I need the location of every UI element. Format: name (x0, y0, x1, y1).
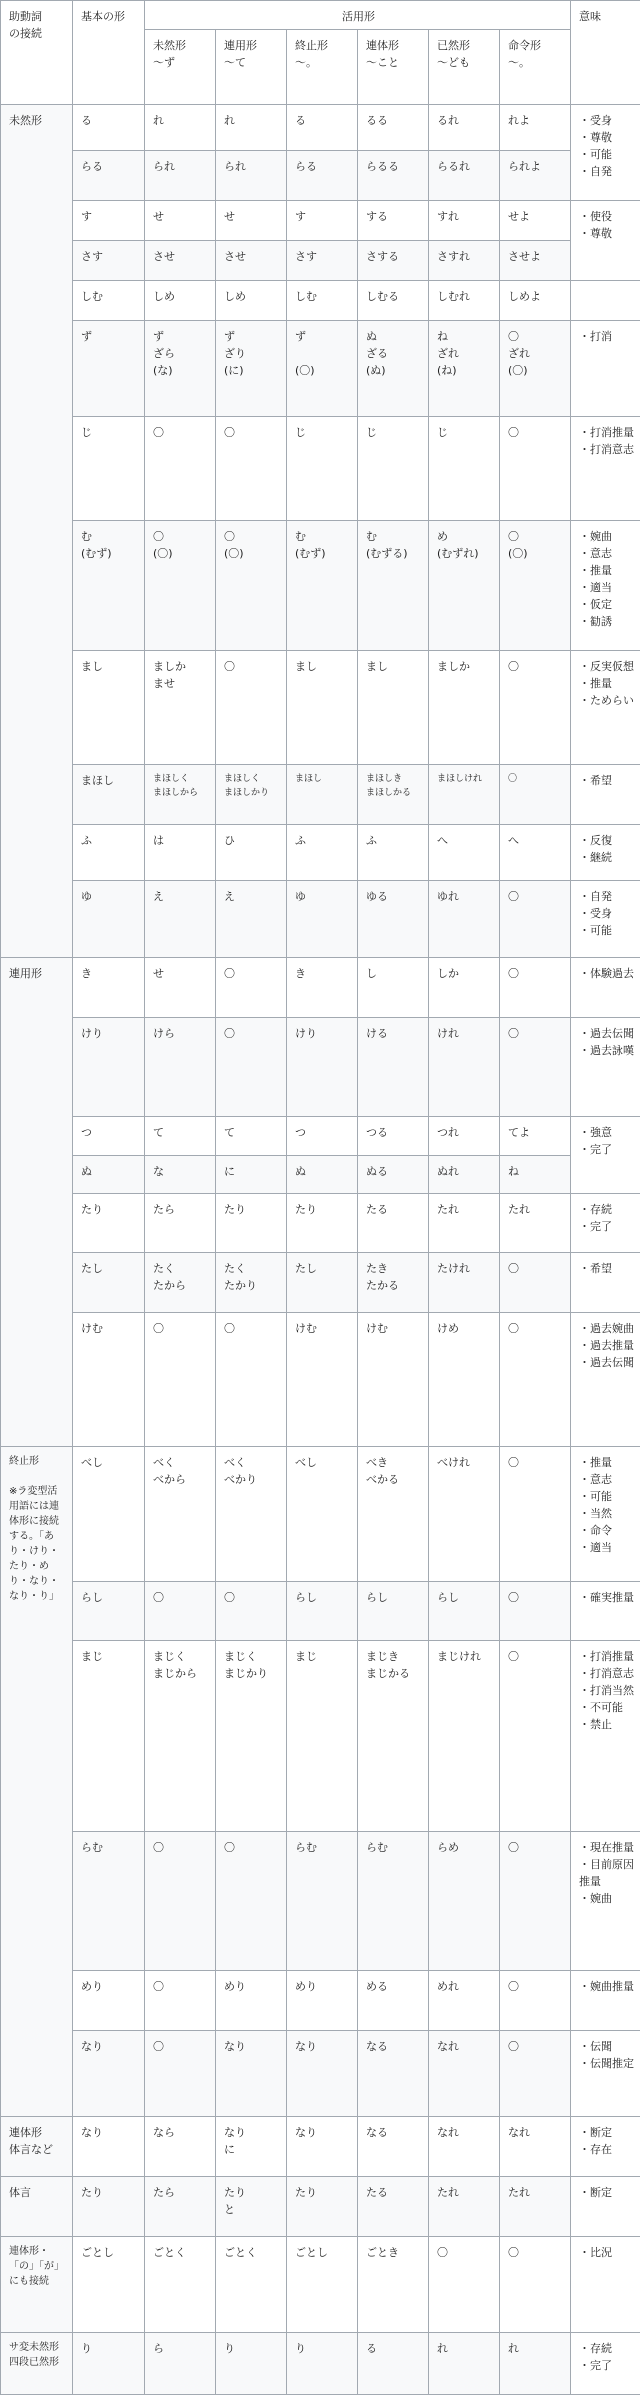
form-cell: ましか ませ (145, 651, 216, 765)
connection-cell: 体言 (1, 2177, 73, 2237)
form-cell: 〇 (500, 1313, 571, 1447)
form-cell: たら (145, 2177, 216, 2237)
form-cell: たり と (216, 2177, 287, 2237)
connection-cell: 連用形 (1, 958, 73, 1447)
auxiliary-verb-cell: しむ (73, 281, 145, 321)
meaning-cell: ・推量 ・意志 ・可能 ・当然 ・命令 ・適当 (571, 1447, 640, 1582)
table-row (1, 825, 640, 881)
form-cell: ぬれ (429, 1156, 500, 1194)
form-cell: て (216, 1117, 287, 1156)
form-cell: けり (287, 1018, 358, 1117)
form-cell: 〇 (145, 1971, 216, 2031)
form-cell: めり (287, 1971, 358, 2031)
form-cell: まし (358, 651, 429, 765)
form-cell: たる (358, 1194, 429, 1253)
table-row (1, 2237, 640, 2333)
form-cell: らし (287, 1582, 358, 1641)
form-cell: 〇 (〇) (500, 521, 571, 651)
form-cell: まじく まじかり (216, 1641, 287, 1832)
form-cell: まじけれ (429, 1641, 500, 1832)
form-cell: れ (429, 2333, 500, 2395)
form-cell: けむ (287, 1313, 358, 1447)
form-cell: べく べかり (216, 1447, 287, 1582)
form-cell: じ (287, 417, 358, 521)
form-cell: ら (145, 2333, 216, 2395)
form-cell: し (358, 958, 429, 1018)
form-cell: つれ (429, 1117, 500, 1156)
form-cell: たく たから (145, 1253, 216, 1313)
meaning-cell: ・受身 ・尊敬 ・可能 ・自発 (571, 105, 640, 201)
form-cell: ゆる (358, 881, 429, 958)
table-row (1, 241, 640, 281)
meaning-cell: ・確実推量 (571, 1582, 640, 1641)
table-row (1, 2117, 640, 2177)
header-conjugation: 活用形 (145, 1, 571, 30)
form-cell: れ (145, 105, 216, 151)
form-cell: たれ (429, 1194, 500, 1253)
form-cell: なり (287, 2117, 358, 2177)
form-cell: え (216, 881, 287, 958)
form-cell: ね (500, 1156, 571, 1194)
form-cell: べき べかる (358, 1447, 429, 1582)
form-cell: て (145, 1117, 216, 1156)
form-cell: 〇 (429, 2237, 500, 2333)
header-form-shushi: 終止形 〜。 (287, 30, 358, 105)
form-cell: 〇 (500, 651, 571, 765)
meaning-cell: ・過去婉曲 ・過去推量 ・過去伝聞 (571, 1313, 640, 1447)
auxiliary-verb-cell: る (73, 105, 145, 151)
form-cell: は (145, 825, 216, 881)
form-cell: すれ (429, 201, 500, 241)
form-cell: なれ (429, 2031, 500, 2117)
form-cell: 〇 (500, 1447, 571, 1582)
form-cell: なり (287, 2031, 358, 2117)
auxiliary-verb-cell: まし (73, 651, 145, 765)
form-cell: しめよ (500, 281, 571, 321)
table-row (1, 765, 640, 825)
auxiliary-verb-cell: けむ (73, 1313, 145, 1447)
form-cell: めり (216, 1971, 287, 2031)
form-cell: 〇 (500, 1253, 571, 1313)
form-cell: さす (287, 241, 358, 281)
auxiliary-verb-cell: む (むず) (73, 521, 145, 651)
form-cell: られ (216, 151, 287, 201)
table-row (1, 151, 640, 201)
auxiliary-verb-cell: なり (73, 2117, 145, 2177)
form-cell: るれ (429, 105, 500, 151)
table-row (1, 417, 640, 521)
auxiliary-verb-cell: まじ (73, 1641, 145, 1832)
form-cell: 〇 (216, 1313, 287, 1447)
meaning-cell: ・過去伝聞 ・過去詠嘆 (571, 1018, 640, 1117)
form-cell: 〇 (145, 1582, 216, 1641)
auxiliary-verb-cell: す (73, 201, 145, 241)
form-cell: 〇 (500, 1582, 571, 1641)
form-cell: まじく まじから (145, 1641, 216, 1832)
form-cell: せ (145, 201, 216, 241)
form-cell: せよ (500, 201, 571, 241)
header-form-renyou: 連用形 〜て (216, 30, 287, 105)
connection-cell: 未然形 (1, 105, 73, 958)
form-cell: ふ (287, 825, 358, 881)
form-cell: せ (145, 958, 216, 1018)
meaning-cell: ・現在推量 ・目前原因推量 ・婉曲 (571, 1832, 640, 1971)
form-cell: れよ (500, 105, 571, 151)
form-cell: たり (216, 1194, 287, 1253)
form-cell: 〇 (145, 1832, 216, 1971)
form-cell: らむ (358, 1832, 429, 1971)
form-cell: べく べから (145, 1447, 216, 1582)
form-cell: き (287, 958, 358, 1018)
form-cell: さする (358, 241, 429, 281)
table-row (1, 1253, 640, 1313)
form-cell: しめ (145, 281, 216, 321)
form-cell: ず (〇) (287, 321, 358, 417)
form-cell: ず ざり (に) (216, 321, 287, 417)
table-row (1, 1018, 640, 1117)
table-row (1, 651, 640, 765)
auxiliary-verb-cell: ゆ (73, 881, 145, 958)
form-cell: らるる (358, 151, 429, 201)
form-cell: 〇 (500, 1832, 571, 1971)
form-cell: 〇 (216, 958, 287, 1018)
auxiliary-verb-cell: なり (73, 2031, 145, 2117)
form-cell: まほし (287, 765, 358, 825)
meaning-cell: ・反復 ・継続 (571, 825, 640, 881)
form-cell: しむれ (429, 281, 500, 321)
table-row (1, 2333, 640, 2395)
form-cell: 〇 (145, 1313, 216, 1447)
form-cell: しか (429, 958, 500, 1018)
form-cell: らむ (287, 1832, 358, 1971)
form-cell: 〇 (216, 1832, 287, 1971)
form-cell: ける (358, 1018, 429, 1117)
form-cell: 〇 (216, 1582, 287, 1641)
auxiliary-verb-cell: つ (73, 1117, 145, 1156)
form-cell: てよ (500, 1117, 571, 1156)
auxiliary-verb-cell: らる (73, 151, 145, 201)
form-cell: まほしく まほしかり (216, 765, 287, 825)
form-cell: けら (145, 1018, 216, 1117)
form-cell: らし (358, 1582, 429, 1641)
form-cell: む (むずる) (358, 521, 429, 651)
meaning-cell: ・伝聞 ・伝聞推定 (571, 2031, 640, 2117)
form-cell: なれ (500, 2117, 571, 2177)
form-cell: けむ (358, 1313, 429, 1447)
form-cell: るる (358, 105, 429, 151)
form-cell: たれ (429, 2177, 500, 2237)
form-cell: ぬ ざる (ぬ) (358, 321, 429, 417)
form-cell: 〇 (500, 765, 571, 825)
meaning-cell: ・体験過去 (571, 958, 640, 1018)
form-cell: 〇 (145, 2031, 216, 2117)
table-row (1, 105, 640, 151)
meaning-cell: ・使役 ・尊敬 (571, 201, 640, 281)
form-cell: まほしけれ (429, 765, 500, 825)
header-meaning: 意味 (571, 1, 640, 105)
form-cell: られ (145, 151, 216, 201)
form-cell: たり (287, 1194, 358, 1253)
form-cell: らめ (429, 1832, 500, 1971)
meaning-cell: ・婉曲 ・意志 ・推量 ・適当 ・仮定 ・勧誘 (571, 521, 640, 651)
meaning-cell: ・自発 ・受身 ・可能 (571, 881, 640, 958)
auxiliary-verb-cell: たり (73, 2177, 145, 2237)
meaning-cell: ・反実仮想 ・推量 ・ためらい (571, 651, 640, 765)
form-cell: 〇 (〇) (216, 521, 287, 651)
table-row (1, 201, 640, 241)
form-cell: べし (287, 1447, 358, 1582)
form-cell: たら (145, 1194, 216, 1253)
form-cell: 〇 (〇) (145, 521, 216, 651)
form-cell: ふ (358, 825, 429, 881)
form-cell: なる (358, 2031, 429, 2117)
form-cell: 〇 (500, 881, 571, 958)
meaning-cell: ・打消推量 ・打消意志 ・打消当然 ・不可能 ・禁止 (571, 1641, 640, 1832)
meaning-cell: ・打消 (571, 321, 640, 417)
form-cell: らし (429, 1582, 500, 1641)
form-cell: 〇 (216, 651, 287, 765)
table-row (1, 1641, 640, 1832)
table-row (1, 1447, 640, 1582)
table-row (1, 1313, 640, 1447)
header-form-izen: 已然形 〜ども (429, 30, 500, 105)
form-cell: ゆ (287, 881, 358, 958)
form-cell: じ (429, 417, 500, 521)
header-form-meirei: 命令形 〜。 (500, 30, 571, 105)
connection-cell: 終止形 ※ラ変型活用語には連体形に接続する。「あり・けり・たり・めり・なり・なり・り」 (1, 1447, 73, 2117)
form-cell: ぬ (287, 1156, 358, 1194)
form-cell: え (145, 881, 216, 958)
table-row (1, 1156, 640, 1194)
form-cell: けれ (429, 1018, 500, 1117)
header-form-mizen: 未然形 〜ず (145, 30, 216, 105)
form-cell: まじき まじかる (358, 1641, 429, 1832)
form-cell: り (287, 2333, 358, 2395)
form-cell: ゆれ (429, 881, 500, 958)
form-cell: ず ざら (な) (145, 321, 216, 417)
form-cell: まほしく まほしから (145, 765, 216, 825)
connection-cell: 連体形 体言など (1, 2117, 73, 2177)
form-cell: 〇 (216, 417, 287, 521)
auxiliary-verb-cell: けり (73, 1018, 145, 1117)
auxiliary-verb-cell: り (73, 2333, 145, 2395)
auxiliary-verb-cell: ごとし (73, 2237, 145, 2333)
form-cell: しむ (287, 281, 358, 321)
meaning-cell: ・希望 (571, 1253, 640, 1313)
auxiliary-verb-cell: ふ (73, 825, 145, 881)
form-cell: る (287, 105, 358, 151)
form-cell: する (358, 201, 429, 241)
meaning-cell: ・強意 ・完了 (571, 1117, 640, 1194)
form-cell: ね ざれ (ね) (429, 321, 500, 417)
form-cell: ごとく (145, 2237, 216, 2333)
form-cell: たき たかる (358, 1253, 429, 1313)
form-cell: じ (358, 417, 429, 521)
form-cell: なれ (429, 2117, 500, 2177)
form-cell: さすれ (429, 241, 500, 281)
form-cell: たり (287, 2177, 358, 2237)
form-cell: させ (216, 241, 287, 281)
form-cell: けめ (429, 1313, 500, 1447)
form-cell: させ (145, 241, 216, 281)
form-cell: なら (145, 2117, 216, 2177)
form-cell: ぬる (358, 1156, 429, 1194)
form-cell: なり に (216, 2117, 287, 2177)
form-cell: す (287, 201, 358, 241)
table-row (1, 881, 640, 958)
meaning-cell: ・婉曲推量 (571, 1971, 640, 2031)
table-row (1, 321, 640, 417)
table-row (1, 1832, 640, 1971)
form-cell: しむる (358, 281, 429, 321)
form-cell: たく たかり (216, 1253, 287, 1313)
table-row (1, 1582, 640, 1641)
meaning-cell: ・比況 (571, 2237, 640, 2333)
auxiliary-verb-cell: たり (73, 1194, 145, 1253)
form-cell: る (358, 2333, 429, 2395)
table-row (1, 1117, 640, 1156)
table-row (1, 2031, 640, 2117)
meaning-cell: ・存続 ・完了 (571, 2333, 640, 2395)
meaning-cell (571, 281, 640, 321)
form-cell: へ (429, 825, 500, 881)
form-cell: られよ (500, 151, 571, 201)
form-cell: たれ (500, 1194, 571, 1253)
table-row (1, 1194, 640, 1253)
table-row (1, 2177, 640, 2237)
auxiliary-verb-cell: べし (73, 1447, 145, 1582)
form-cell: な (145, 1156, 216, 1194)
form-cell: めれ (429, 1971, 500, 2031)
form-cell: まし (287, 651, 358, 765)
form-cell: ましか (429, 651, 500, 765)
auxiliary-verb-cell: じ (73, 417, 145, 521)
form-cell: れ (216, 105, 287, 151)
auxiliary-verb-cell: さす (73, 241, 145, 281)
form-cell: べけれ (429, 1447, 500, 1582)
auxiliary-verb-cell: き (73, 958, 145, 1018)
form-cell: たれ (500, 2177, 571, 2237)
auxiliary-verb-cell: まほし (73, 765, 145, 825)
form-cell: せ (216, 201, 287, 241)
auxiliary-verb-cell: ぬ (73, 1156, 145, 1194)
table-row (1, 521, 640, 651)
form-cell: させよ (500, 241, 571, 281)
conjugation-table-body (1, 105, 640, 2395)
form-cell: 〇 ざれ (〇) (500, 321, 571, 417)
meaning-cell: ・断定 (571, 2177, 640, 2237)
auxiliary-verb-cell: ず (73, 321, 145, 417)
form-cell: つ (287, 1117, 358, 1156)
form-cell: ごとき (358, 2237, 429, 2333)
form-cell: める (358, 1971, 429, 2031)
header-connection: 助動詞 の接続 (1, 1, 73, 105)
form-cell: 〇 (500, 2031, 571, 2117)
form-cell: 〇 (216, 1018, 287, 1117)
table-row (1, 958, 640, 1018)
form-cell: まじ (287, 1641, 358, 1832)
form-cell: む (むず) (287, 521, 358, 651)
auxiliary-verb-cell: たし (73, 1253, 145, 1313)
table-row (1, 1971, 640, 2031)
form-cell: なる (358, 2117, 429, 2177)
form-cell: らる (287, 151, 358, 201)
form-cell: ひ (216, 825, 287, 881)
form-cell: め (むずれ) (429, 521, 500, 651)
form-cell: なり (216, 2031, 287, 2117)
form-cell: れ (500, 2333, 571, 2395)
form-cell: 〇 (500, 417, 571, 521)
header-form-rentai: 連体形 〜こと (358, 30, 429, 105)
form-cell: 〇 (500, 1018, 571, 1117)
form-cell: ごとく (216, 2237, 287, 2333)
auxiliary-verb-cell: らし (73, 1582, 145, 1641)
form-cell: 〇 (145, 417, 216, 521)
form-cell: り (216, 2333, 287, 2395)
table-row (1, 281, 640, 321)
form-cell: ごとし (287, 2237, 358, 2333)
form-cell: しめ (216, 281, 287, 321)
form-cell: 〇 (500, 1641, 571, 1832)
form-cell: 〇 (500, 2237, 571, 2333)
form-cell: まほしき まほしかる (358, 765, 429, 825)
meaning-cell: ・希望 (571, 765, 640, 825)
meaning-cell: ・打消推量 ・打消意志 (571, 417, 640, 521)
form-cell: たけれ (429, 1253, 500, 1313)
connection-cell: サ変未然形 四段已然形 (1, 2333, 73, 2395)
form-cell: 〇 (500, 958, 571, 1018)
form-cell: たし (287, 1253, 358, 1313)
form-cell: 〇 (500, 1971, 571, 2031)
auxiliary-verb-cell: めり (73, 1971, 145, 2031)
connection-cell: 連体形・「の」「が」にも接続 (1, 2237, 73, 2333)
meaning-cell: ・存続 ・完了 (571, 1194, 640, 1253)
meaning-cell: ・断定 ・存在 (571, 2117, 640, 2177)
auxiliary-verb-cell: らむ (73, 1832, 145, 1971)
header-base-form: 基本の形 (73, 1, 145, 105)
form-cell: つる (358, 1117, 429, 1156)
form-cell: に (216, 1156, 287, 1194)
form-cell: らるれ (429, 151, 500, 201)
form-cell: へ (500, 825, 571, 881)
form-cell: たる (358, 2177, 429, 2237)
